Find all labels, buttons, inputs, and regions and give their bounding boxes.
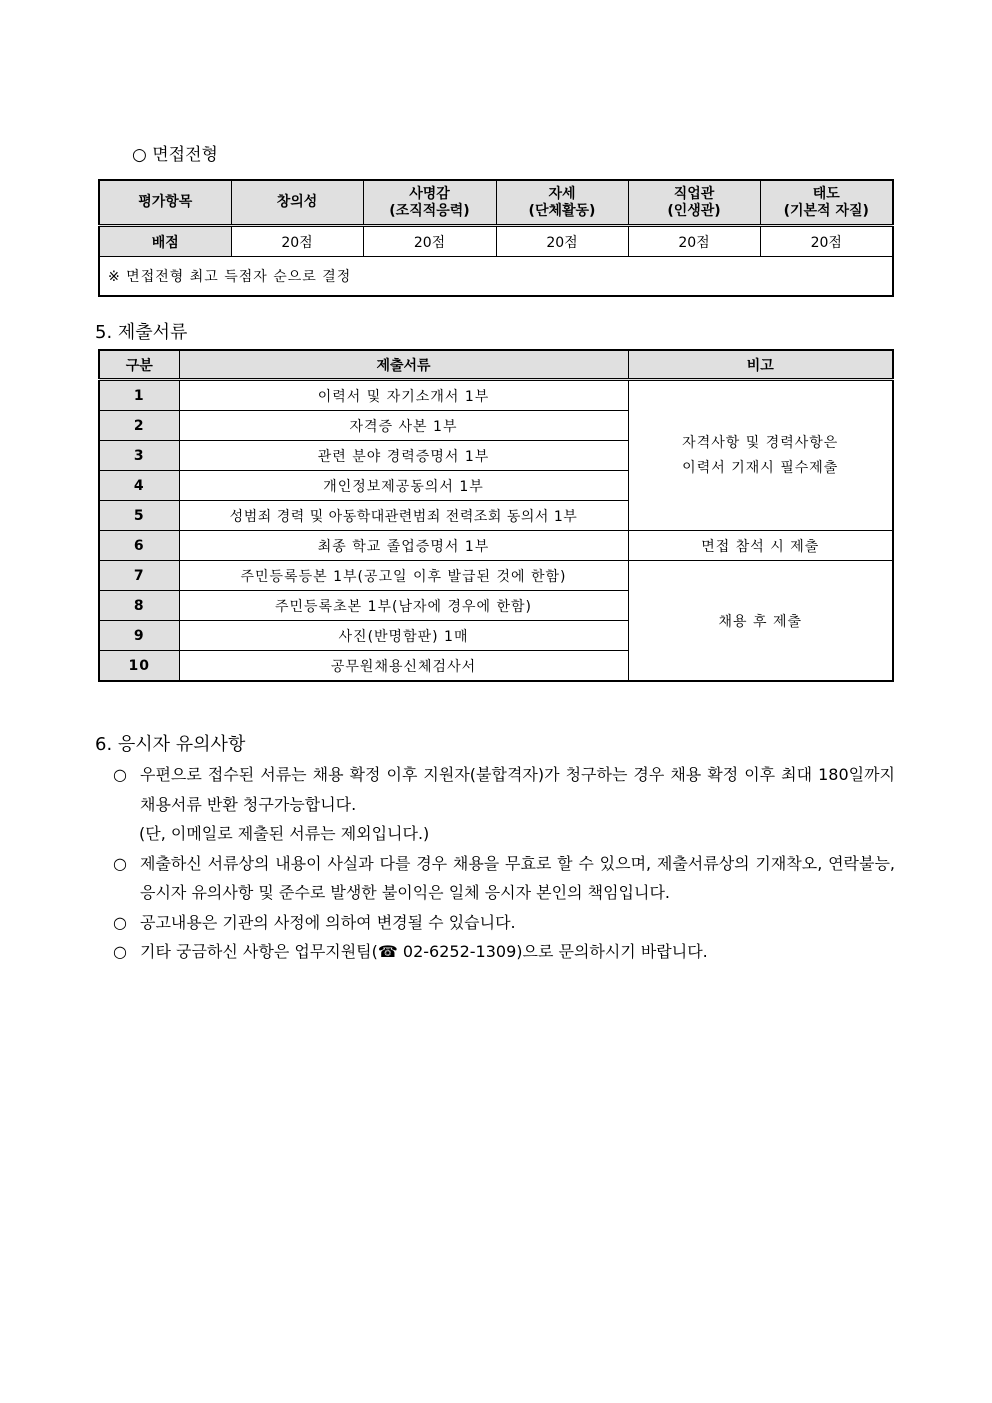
header-cell: 자세 (단체활동) — [496, 180, 628, 226]
document-name: 관련 분야 경력증명서 1부 — [179, 441, 628, 471]
circle-bullet-icon: ○ — [113, 942, 127, 961]
document-name: 공무원채용신체검사서 — [179, 651, 628, 682]
document-name: 자격증 사본 1부 — [179, 411, 628, 441]
score-cell: 20점 — [628, 226, 760, 257]
header-cell: 평가항목 — [99, 180, 231, 226]
remark-cell: 채용 후 제출 — [628, 561, 893, 682]
row-number: 2 — [99, 411, 179, 441]
document-name: 사진(반명함판) 1매 — [179, 621, 628, 651]
document-name: 개인정보제공동의서 1부 — [179, 471, 628, 501]
note-row — [99, 257, 893, 297]
document-name: 최종 학교 졸업증명서 1부 — [179, 531, 628, 561]
documents-section-title: 5. 제출서류 — [95, 322, 188, 343]
row-number: 7 — [99, 561, 179, 591]
table-row — [99, 561, 893, 591]
remark-cell: 자격사항 및 경력사항은 이력서 기재시 필수제출 — [628, 380, 893, 531]
interview-note: ※ 면접전형 최고 득점자 순으로 결정 — [99, 257, 893, 297]
score-row — [99, 226, 893, 257]
row-number: 9 — [99, 621, 179, 651]
remark-cell: 면접 참석 시 제출 — [628, 531, 893, 561]
row-number: 4 — [99, 471, 179, 501]
header-cell: 사명감 (조직적응력) — [363, 180, 496, 226]
table-header-row — [99, 350, 893, 380]
list-item — [95, 760, 895, 819]
list-item — [95, 849, 895, 908]
row-number: 5 — [99, 501, 179, 531]
notice-text: 공고내용은 기관의 사정에 의하여 변경될 수 있습니다. — [140, 912, 516, 932]
header-cell: 직업관 (인생관) — [628, 180, 760, 226]
header-cell: 구분 — [99, 350, 179, 380]
score-cell: 20점 — [231, 226, 363, 257]
list-item — [95, 908, 895, 938]
row-number: 1 — [99, 380, 179, 411]
document-name: 주민등록초본 1부(남자에 경우에 한함) — [179, 591, 628, 621]
notice-text: 우편으로 접수된 서류는 채용 확정 이후 지원자(불합격자)가 청구하는 경우 채용 확정 이후 최대 180일까지 채용서류 반환 청구가능합니다. — [140, 765, 895, 814]
interview-title: ○ 면접전형 — [132, 145, 218, 165]
interview-score-table — [98, 179, 894, 297]
notice-list — [95, 760, 895, 967]
circle-bullet-icon: ○ — [113, 912, 127, 932]
notice-subnote: (단, 이메일로 제출된 서류는 제외입니다.) — [139, 824, 430, 843]
notice-text: 제출하신 서류상의 내용이 사실과 다를 경우 채용을 무효로 할 수 있으며, 제출서류상의 기재착오, 연락불능, 응시자 유의사항 및 준수로 발생한 불이익은 일체 응시자 본인의 책임입니다. — [140, 853, 895, 902]
row-number: 10 — [99, 651, 179, 682]
circle-bullet-icon: ○ — [113, 853, 127, 873]
document-name: 성범죄 경력 및 아동학대관련범죄 전력조회 동의서 1부 — [179, 501, 628, 531]
notices-section-title: 6. 응시자 유의사항 — [95, 734, 246, 755]
row-number: 8 — [99, 591, 179, 621]
table-row — [99, 380, 893, 411]
score-cell: 20점 — [760, 226, 893, 257]
document-name: 주민등록등본 1부(공고일 이후 발급된 것에 한함) — [179, 561, 628, 591]
score-label: 배점 — [99, 226, 231, 257]
row-number: 6 — [99, 531, 179, 561]
header-cell: 창의성 — [231, 180, 363, 226]
documents-table — [98, 349, 894, 682]
score-cell: 20점 — [496, 226, 628, 257]
score-cell: 20점 — [363, 226, 496, 257]
header-cell: 비고 — [628, 350, 893, 380]
circle-bullet-icon: ○ — [113, 765, 127, 784]
list-item — [95, 937, 895, 967]
notice-text: 기타 궁금하신 사항은 업무지원팀(☎ 02-6252-1309)으로 문의하시기 바랍니다. — [140, 942, 708, 961]
header-cell: 제출서류 — [179, 350, 628, 380]
table-row — [99, 531, 893, 561]
header-cell: 태도 (기본적 자질) — [760, 180, 893, 226]
row-number: 3 — [99, 441, 179, 471]
table-header-row — [99, 180, 893, 226]
document-name: 이력서 및 자기소개서 1부 — [179, 380, 628, 411]
